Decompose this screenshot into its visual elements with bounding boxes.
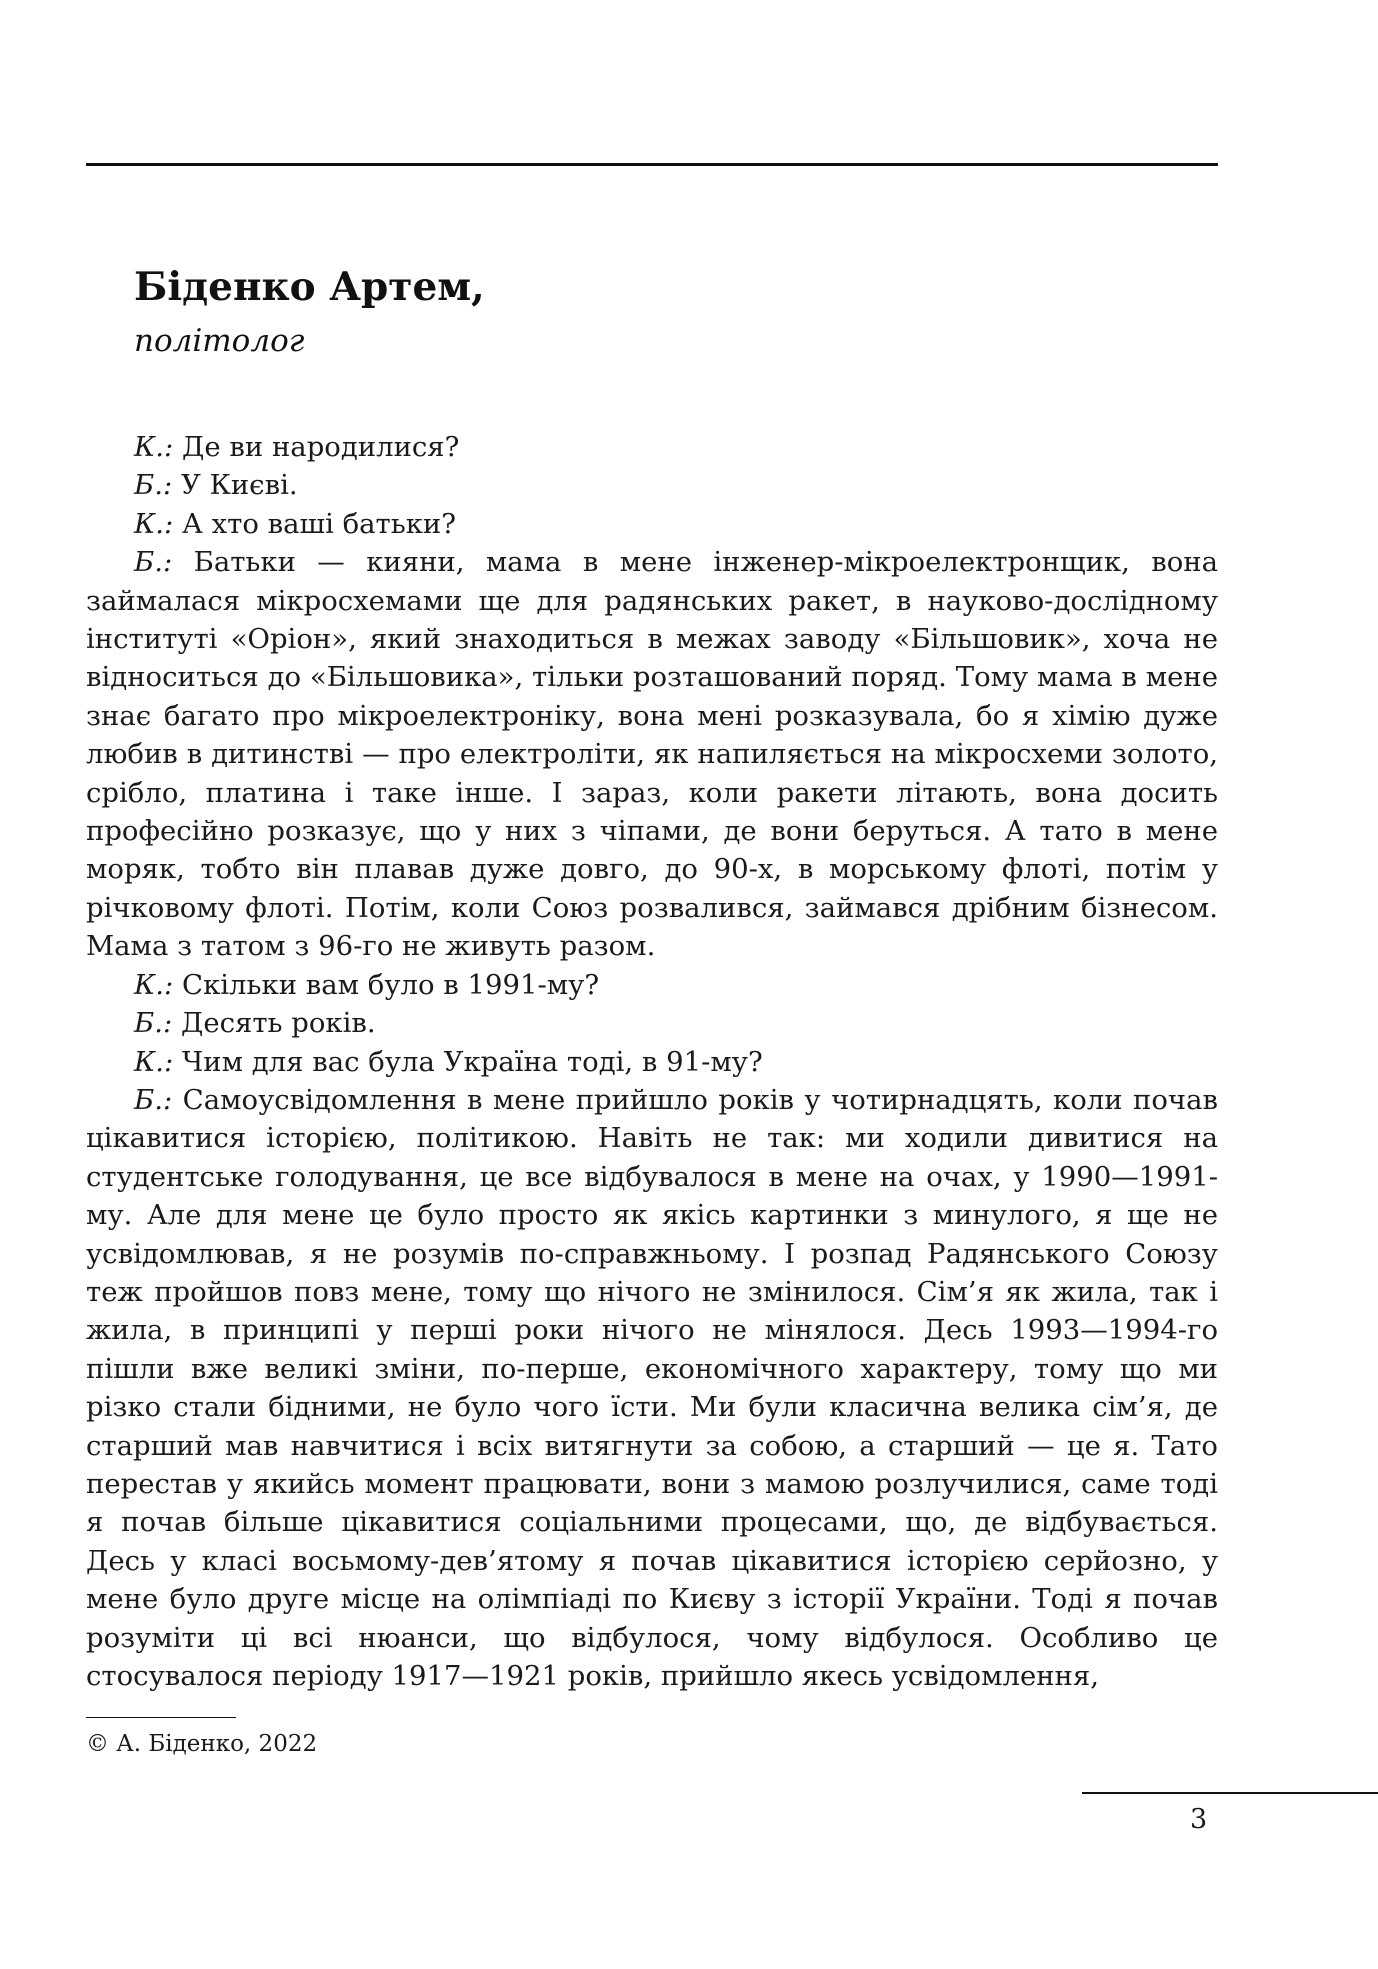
dialogue-text: Де ви народилися? [173,431,460,463]
speaker-label: Б.: [134,1083,173,1116]
copyright-footnote: © А. Біденко, 2022 [86,1731,318,1757]
dialogue-text: Скільки вам було в 1991-му? [173,968,600,1001]
dialogue-text: У Києві. [172,469,298,502]
dialogue-line [86,428,1218,466]
dialogue-text: Самоусвідомлення в мене прийшло років у чотирнадцять, коли почав цікавитися історією, політикою. Навіть не так: ми ходили дивитися на студентське голодування, це все відбувалося в мене на очах, у 1990—1991-му. Але для мене це було просто як якісь картинки з минулого, я ще не усвідомлював, я не розумів по-справжньому. І розпад Радянського Союзу теж пройшов повз мене, тому що нічого не змінилося. Сім’я як жила, так і жила, в принципі у перші роки нічого не мінялося. Десь 1993—1994-го пішли вже великі зміни, по-перше, економічного характеру, тому що ми різко стали бідними, не було чого їсти. Ми були класична велика сім’я, де старший мав навчитися і всіх витягнути за собою, а старший — це я. Тато перестав у якийсь момент працювати, вони з мамою розлучилися, саме тоді я почав більше цікавитися соціальними процесами, що, де відбувається. Десь у класі восьмому-дев’ятому я почав цікавитися історією серйозно, у мене було друге місце на олімпіаді по Києву з історії України. Тоді я почав розуміти ці всі нюанси, що відбулося, чому відбулося. Особливо це стосувалося періоду 1917—1921 років, прийшло якесь усвідомлення, [86,1083,1218,1692]
speaker-label: К.: [134,1045,174,1078]
header-rule [86,163,1218,166]
speaker-label: Б.: [134,1007,173,1040]
speaker-label: К.: [134,507,174,540]
dialogue-text: А хто ваші батьки? [173,507,457,540]
speaker-label: К.: [134,968,174,1001]
speaker-label: К.: [134,431,174,463]
author-role: політолог [134,323,305,359]
speaker-label: Б.: [134,546,173,579]
dialogue-line [86,466,1218,504]
dialogue-line [86,1043,1218,1081]
speaker-label: Б.: [134,469,173,502]
footnote-rule [86,1717,236,1718]
dialogue-line [86,505,1218,543]
dialogue-text: Десять років. [172,1007,376,1040]
dialogue-line [86,1004,1218,1042]
dialogue-text: Чим для вас була Україна тоді, в 91-му? [173,1045,763,1078]
page-number-rule [1082,1792,1378,1794]
dialogue-line [86,1081,1218,1696]
dialogue-line [86,543,1218,965]
dialogue-text: Батьки — кияни, мама в мене інженер-мікроелектронщик, вона займалася мікросхемами ще для радянських ракет, в науково-дослідному інституті «Оріон», який знаходиться в межах заводу «Більшовик», хоча не відноситься до «Більшовика», тільки розташований поряд. Тому мама в мене знає багато про мікроелектроніку, вона мені розказувала, бо я хімію дуже любив в дитинстві — про електроліти, як напиляється на мікросхеми золото, срібло, платина і таке інше. І зараз, коли ракети літають, вона досить професійно розказує, що у них з чіпами, де вони беруться. А тато в мене моряк, тобто він плавав дуже довго, до 90-х, в морському флоті, потім у річковому флоті. Потім, коли Союз розвалився, займався дрібним бізнесом. Мама з татом з 96-го не живуть разом. [86,546,1218,963]
author-name: Біденко Артем, [134,264,485,310]
page-number: 3 [1190,1804,1208,1835]
dialogue-line [86,966,1218,1004]
interview-body [86,428,1218,1695]
